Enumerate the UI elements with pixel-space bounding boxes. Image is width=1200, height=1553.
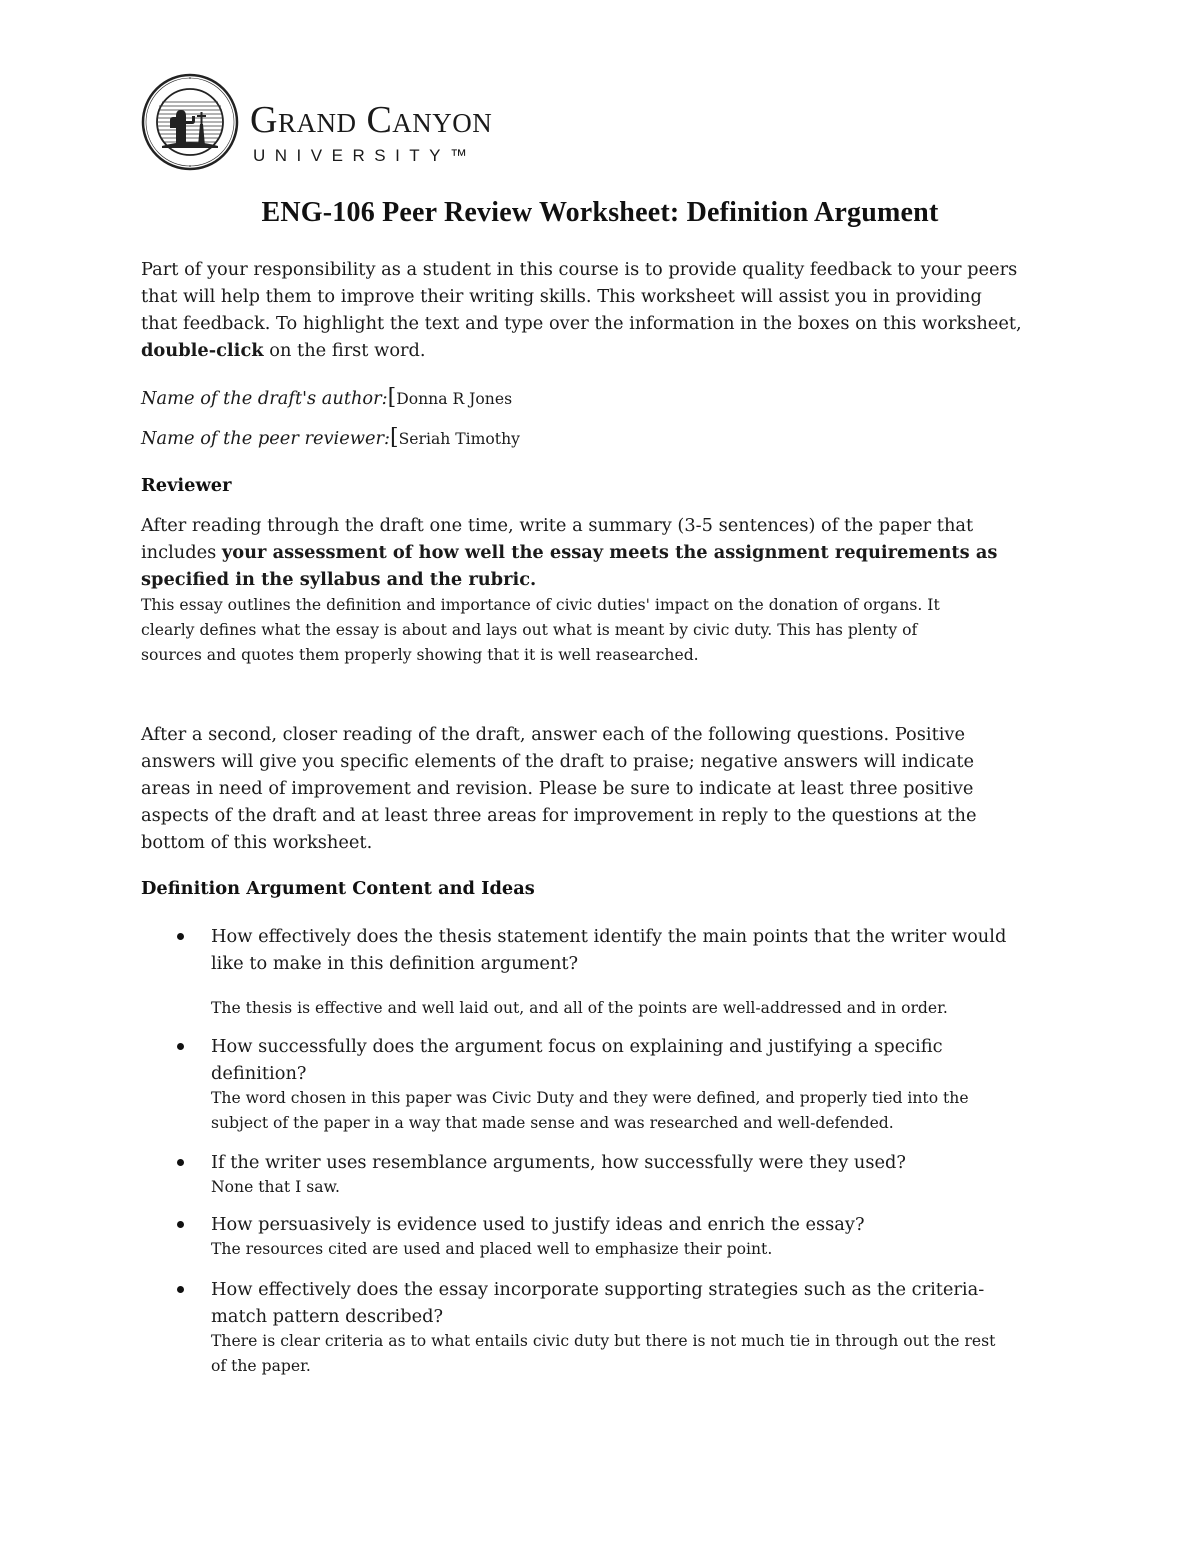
summary-answer-field[interactable]	[141, 593, 1061, 668]
question-text	[211, 923, 1061, 977]
answer-field[interactable]	[211, 1086, 1061, 1136]
answer-line: subject of the paper in a way that made sense and was researched and well-defended.	[211, 1114, 894, 1132]
intro-line: that will help them to improve their writing skills. This worksheet will assist you in providing	[141, 286, 982, 307]
reviewer-prompt	[141, 512, 1061, 593]
summary-line: clearly defines what the essay is about and lays out what is meant by civic duty. This has plenty of	[141, 621, 918, 639]
bullet-icon	[177, 1159, 184, 1166]
question-item	[141, 923, 1061, 1017]
second-reading-line: areas in need of improvement and revision. Please be sure to indicate at least three positive	[141, 778, 974, 799]
bullet-icon	[177, 1221, 184, 1228]
answer-line: The thesis is effective and well laid out, and all of the points are well-addressed and in order.	[211, 999, 948, 1017]
answer-line: The word chosen in this paper was Civic Duty and they were defined, and properly tied into the	[211, 1089, 969, 1107]
content-ideas-heading: Definition Argument Content and Ideas	[141, 878, 535, 899]
university-logo	[140, 72, 600, 172]
second-reading-line: answers will give you specific elements of the draft to praise; negative answers will indicate	[141, 751, 975, 772]
question-item	[141, 1149, 1061, 1205]
prompt-text: includes	[141, 542, 222, 563]
question-line: definition?	[211, 1063, 307, 1084]
question-line: How effectively does the thesis statement identify the main points that the writer would	[211, 926, 1007, 947]
question-text	[211, 1211, 1061, 1238]
second-reading-line: bottom of this worksheet.	[141, 832, 373, 853]
university-subtitle: UNIVERSITY™	[253, 146, 477, 165]
author-label: Name of the draft's author:	[141, 388, 388, 409]
question-line: How persuasively is evidence used to justify ideas and enrich the essay?	[211, 1214, 865, 1235]
reviewer-name-field[interactable]: Seriah Timothy	[398, 430, 520, 448]
second-reading-paragraph	[141, 721, 1061, 856]
answer-field[interactable]	[211, 1237, 1061, 1262]
bullet-icon	[177, 933, 184, 940]
answer-line: The resources cited are used and placed well to emphasize their point.	[211, 1240, 773, 1258]
question-item	[141, 1211, 1061, 1267]
question-text	[211, 1033, 1061, 1087]
prompt-line	[141, 539, 1061, 566]
summary-line: sources and quotes them properly showing that it is well reasearched.	[141, 646, 699, 664]
question-line: like to make in this definition argument?	[211, 953, 579, 974]
author-field-row	[141, 385, 512, 412]
question-line: How effectively does the essay incorporate supporting strategies such as the criteria-	[211, 1279, 985, 1300]
author-name-field[interactable]: Donna R Jones	[396, 390, 513, 408]
answer-field[interactable]	[211, 1329, 1061, 1379]
prompt-bold-text: specified in the syllabus and the rubric.	[141, 569, 537, 590]
answer-line: None that I saw.	[211, 1178, 340, 1196]
second-reading-line: After a second, closer reading of the draft, answer each of the following questions. Positive	[141, 724, 965, 745]
question-text	[211, 1149, 1061, 1176]
question-text	[211, 1276, 1061, 1330]
prompt-line	[141, 566, 1061, 593]
answer-line: There is clear criteria as to what entails civic duty but there is not much tie in through out the rest	[211, 1332, 996, 1350]
answer-field[interactable]	[211, 1175, 1061, 1200]
university-name: Grand Canyon	[250, 99, 493, 141]
intro-line: that feedback. To highlight the text and type over the information in the boxes on this worksheet,	[141, 313, 1022, 334]
page-title: ENG-106 Peer Review Worksheet: Definition Argument	[261, 197, 939, 228]
university-seal-icon	[140, 72, 240, 172]
prompt-line: After reading through the draft one time, write a summary (3-5 sentences) of the paper that	[141, 515, 974, 536]
question-item	[141, 1033, 1061, 1143]
reviewer-label: Name of the peer reviewer:	[141, 428, 390, 449]
reviewer-field-row	[141, 425, 520, 452]
question-line: match pattern described?	[211, 1306, 444, 1327]
bullet-icon	[177, 1043, 184, 1050]
bullet-icon	[177, 1286, 184, 1293]
answer-field[interactable]	[211, 996, 1061, 1021]
intro-bold-text: double-click	[141, 340, 264, 361]
question-item	[141, 1276, 1061, 1386]
reviewer-heading: Reviewer	[141, 475, 232, 496]
field-bracket: [	[390, 425, 399, 450]
prompt-bold-text: your assessment of how well the essay meets the assignment requirements as	[221, 542, 998, 563]
intro-line: Part of your responsibility as a student in this course is to provide quality feedback to your peers	[141, 259, 1018, 280]
summary-line: This essay outlines the definition and importance of civic duties' impact on the donation of organs. It	[141, 596, 940, 614]
intro-paragraph	[141, 256, 1061, 364]
question-line: If the writer uses resemblance arguments, how successfully were they used?	[211, 1152, 906, 1173]
intro-line	[141, 337, 1061, 364]
question-line: How successfully does the argument focus on explaining and justifying a specific	[211, 1036, 943, 1057]
field-bracket: [	[387, 385, 397, 410]
intro-text: on the first word.	[263, 340, 426, 361]
second-reading-line: aspects of the draft and at least three areas for improvement in reply to the questions at the	[141, 805, 977, 826]
answer-line: of the paper.	[211, 1357, 311, 1375]
